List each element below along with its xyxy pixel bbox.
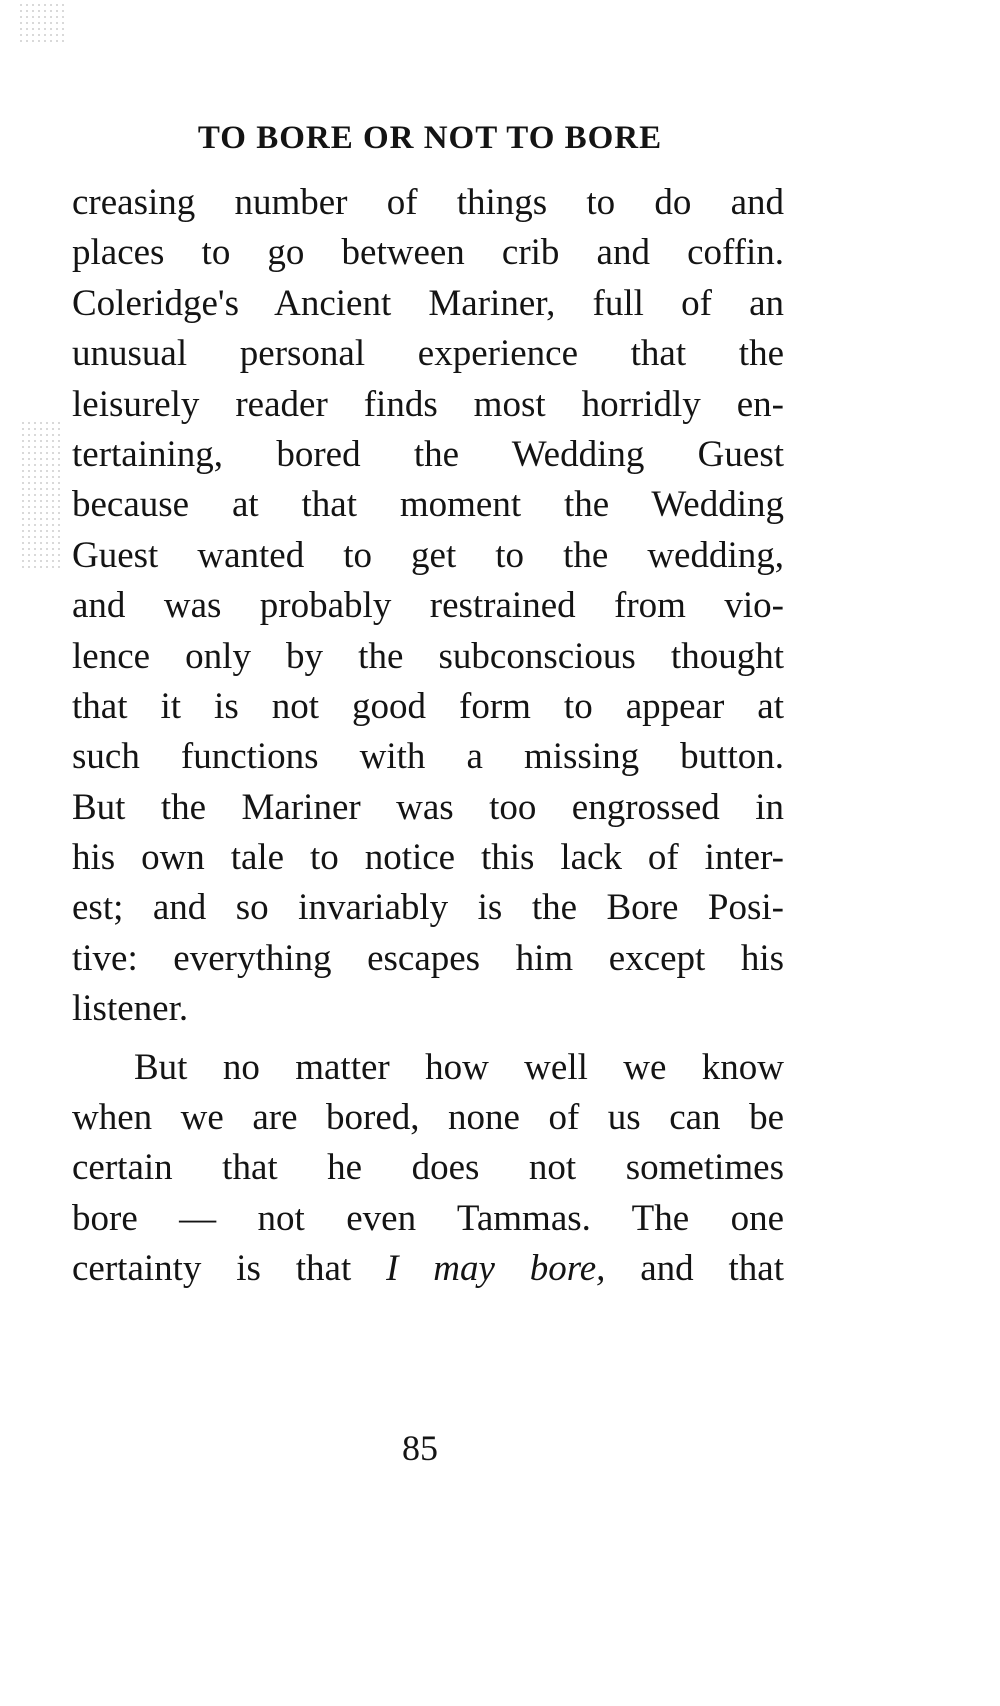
text-line: listener. (72, 988, 189, 1030)
paragraph-gap (72, 1035, 784, 1043)
page-number: 85 (402, 1428, 438, 1468)
italic-emphasis: I may bore, (386, 1248, 606, 1290)
text-line: tertaining, bored the Wedding Guest (72, 433, 784, 475)
text-line-with-italic (72, 1244, 784, 1294)
body-text (72, 178, 784, 1295)
text-line: Coleridge's Ancient Mariner, full of an (72, 282, 784, 324)
text-line: and was probably restrained from vio- (72, 585, 784, 627)
text-line: creasing number of things to do and (72, 182, 784, 223)
text-line: tive: everything escapes him except his (72, 937, 784, 979)
text-line: because at that moment the Wedding (72, 484, 784, 526)
text-line: lence only by the subconscious thought (72, 635, 784, 677)
text-line: bore — not even Tammas. The one (72, 1197, 784, 1239)
scan-speckle-margin (20, 420, 62, 570)
text-line: Guest wanted to get to the wedding, (72, 534, 784, 576)
text-line: that it is not good form to appear at (72, 685, 784, 727)
text-run: certainty is that (72, 1248, 387, 1290)
text-line: such functions with a missing button. (72, 736, 784, 778)
text-run: and that (605, 1248, 784, 1290)
text-line: his own tale to notice this lack of inter- (72, 837, 784, 879)
paragraph-2 (72, 1043, 784, 1295)
running-head: TO BORE OR NOT TO BORE (197, 120, 663, 156)
text-line: certain that he does not sometimes (72, 1147, 784, 1189)
scan-speckle-top (18, 2, 64, 42)
text-line: when we are bored, none of us can be (72, 1097, 784, 1139)
text-line: places to go between crib and coffin. (72, 232, 784, 274)
text-line: unusual personal experience that the (72, 333, 784, 375)
text-line: But no matter how well we know (134, 1046, 784, 1088)
text-line: But the Mariner was too engrossed in (72, 786, 784, 828)
text-line: est; and so invariably is the Bore Posi- (72, 887, 784, 929)
text-line: leisurely reader finds most horridly en- (72, 383, 784, 425)
paragraph-1 (72, 178, 784, 1035)
